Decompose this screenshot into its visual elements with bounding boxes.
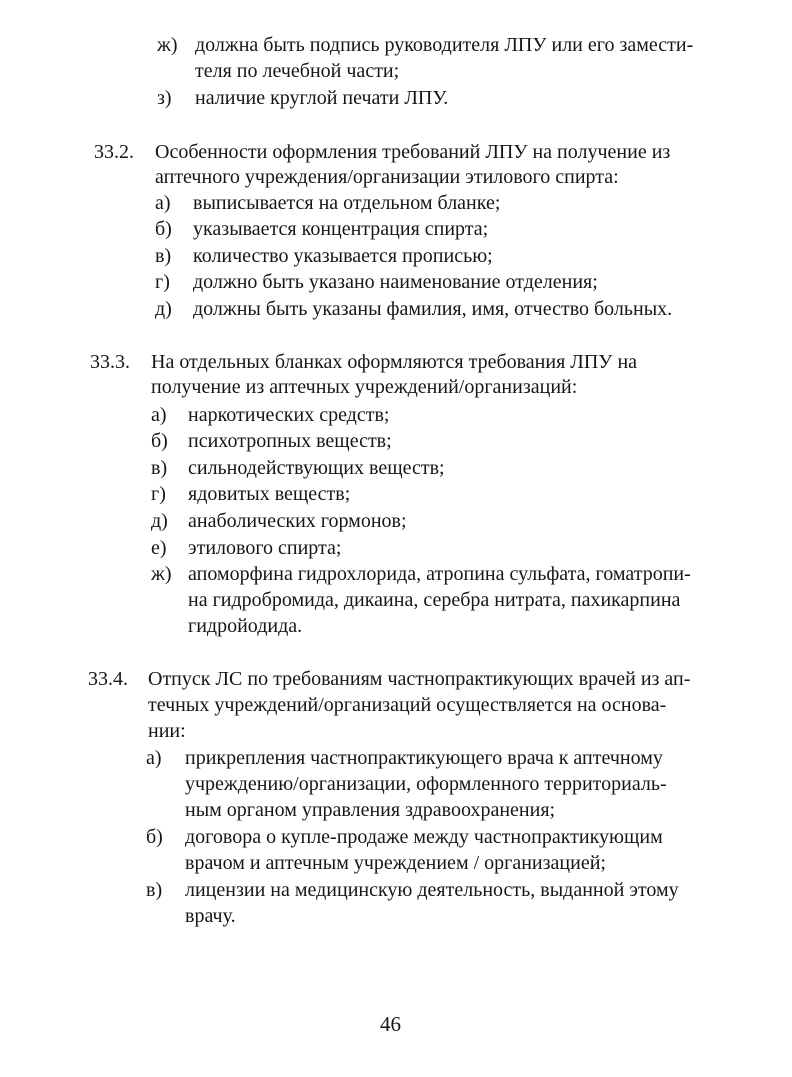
- option-text-line: прикрепления частнопрактикующего врача к аптечному: [185, 747, 663, 769]
- option-text-line: на гидробромида, дикаина, серебра нитрата, пахикарпина: [188, 589, 681, 611]
- option-text-line: должно быть указано наименование отделения;: [193, 271, 598, 293]
- option-text-line: ным органом управления здравоохранения;: [185, 799, 556, 821]
- option-text-line: лицензии на медицинскую деятельность, выданной этому: [185, 879, 679, 901]
- option-text-line: гидройодида.: [188, 615, 303, 637]
- option-text-line: указывается концентрация спирта;: [193, 218, 489, 240]
- option-text-line: наркотических средств;: [188, 404, 390, 426]
- question-text-line: аптечного учреждения/организации этилового спирта:: [155, 166, 619, 188]
- option-text-line: теля по лечебной части;: [195, 60, 400, 82]
- option-text-line: этилового спирта;: [188, 537, 342, 559]
- option-text-line: количество указывается прописью;: [193, 245, 493, 267]
- question-text-line: Отпуск ЛС по требованиям частнопрактикующих врачей из ап-: [148, 668, 691, 690]
- option-letter: г): [155, 271, 170, 293]
- option-text-line: выписывается на отдельном бланке;: [193, 192, 501, 214]
- page-number: 46: [380, 1012, 401, 1036]
- question-text-line: нии:: [148, 720, 186, 742]
- option-letter: а): [151, 404, 167, 426]
- question-number: 33.3.: [90, 351, 130, 373]
- option-letter: д): [155, 298, 172, 320]
- option-text-line: врачом и аптечным учреждением / организацией;: [185, 852, 606, 874]
- option-text-line: анаболических гормонов;: [188, 510, 407, 532]
- option-letter: а): [155, 192, 171, 214]
- option-letter: ж): [151, 563, 172, 585]
- option-text-line: договора о купле-продаже между частнопрактикующим: [185, 826, 663, 848]
- question-number: 33.4.: [88, 668, 128, 690]
- question-text-line: Особенности оформления требований ЛПУ на получение из: [155, 141, 671, 163]
- option-text-line: врачу.: [185, 905, 236, 927]
- option-letter: в): [155, 245, 172, 267]
- option-text-line: психотропных веществ;: [188, 430, 392, 452]
- option-letter: а): [146, 747, 162, 769]
- option-text-line: должны быть указаны фамилия, имя, отчество больных.: [193, 298, 673, 320]
- option-text-line: сильнодействующих веществ;: [188, 457, 445, 479]
- option-text-line: ядовитых веществ;: [188, 483, 351, 505]
- option-letter: в): [151, 457, 168, 479]
- option-letter: ж): [157, 34, 178, 56]
- question-text-line: течных учреждений/организаций осуществляется на основа-: [148, 694, 667, 716]
- option-text-line: апоморфина гидрохлорида, атропина сульфата, гоматропи-: [188, 563, 691, 585]
- option-letter: е): [151, 537, 167, 559]
- option-text-line: учреждению/организации, оформленного территориаль-: [185, 773, 667, 795]
- option-letter: з): [157, 87, 172, 109]
- option-letter: д): [151, 510, 168, 532]
- option-letter: б): [146, 826, 163, 848]
- option-letter: б): [151, 430, 168, 452]
- option-letter: г): [151, 483, 166, 505]
- option-text-line: должна быть подпись руководителя ЛПУ или его замести-: [195, 34, 694, 56]
- option-letter: б): [155, 218, 172, 240]
- question-text-line: На отдельных бланках оформляются требования ЛПУ на: [151, 351, 638, 373]
- question-text-line: получение из аптечных учреждений/организаций:: [151, 376, 578, 398]
- question-number: 33.2.: [94, 141, 134, 163]
- option-text-line: наличие круглой печати ЛПУ.: [195, 87, 449, 109]
- option-letter: в): [146, 879, 163, 901]
